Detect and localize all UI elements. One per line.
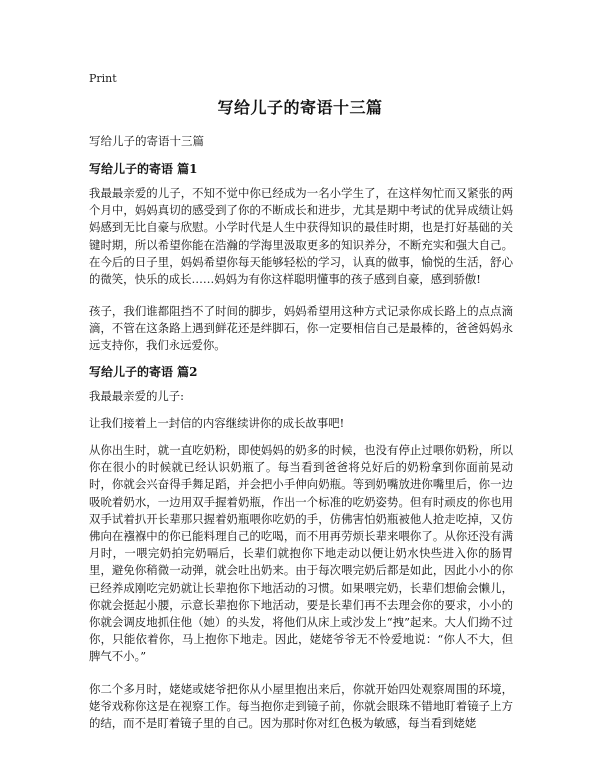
page-title: 写给儿子的寄语十三篇 (217, 98, 383, 117)
section-heading-2: 写给儿子的寄语 篇2 (89, 365, 198, 379)
section-2-paragraph-2: 你二个多月时，姥姥或姥爷把你从小屋里抱出来后，你就开始四处观察周围的环境，姥爷戏称你这是在视察工作。每当抱你走到镜子前，你就会眼珠不错地盯着镜子上方的结，而不是盯着镜子里的自己。因为那时你对红色极为敏感，每当看到姥姥 (89, 682, 513, 731)
section-1-paragraph-1: 我最最亲爱的儿子，不知不觉中你已经成为一名小学生了，在这样匆忙而又紧张的两个月中，妈妈真切的感受到了你的不断成长和进步，尤其是期中考试的优异成绩让妈妈感到无比自豪与欣慰。小学时代是人生中获得知识的最佳时期，也是打好基础的关键时期，所以希望你能在浩瀚的学海里汲取更多的知识养分，不断充实和强大自己。在今后的日子里，妈妈希望你每天能够轻松的学习，认真的做事，愉悦的生活，舒心的微笑，快乐的成长……妈妈为有你这样聪明懂事的孩子感到自豪，感到骄傲! (89, 186, 513, 287)
section-1-paragraph-2: 孩子，我们谁都阻挡不了时间的脚步，妈妈希望用这种方式记录你成长路上的点点滴滴，不管在这条路上遇到鲜花还是绊脚石，你一定要相信自己是最棒的，爸爸妈妈永远支持你，我们永远爱你。 (89, 304, 513, 353)
document-subtitle: 写给儿子的寄语十三篇 (89, 134, 204, 148)
print-label[interactable]: Print (89, 72, 117, 85)
section-2-intro: 让我们接着上一封信的内容继续讲你的成长故事吧! (89, 416, 345, 430)
section-2-paragraph-1: 从你出生时，就一直吃奶粉，即使妈妈的奶多的时候，也没有停止过喂你奶粉，所以你在很小的时候就已经认识奶瓶了。每当看到爸爸将兑好后的奶粉拿到你面前晃动时，你就会兴奋得手舞足蹈，并会把小手伸向奶瓶。等到奶嘴放进你嘴里后，你一边吸吮着奶水，一边用双手握着奶瓶，作出一个标准的吃奶姿势。但有时顽皮的你也用双手试着扒开长辈那只握着奶瓶喂你吃奶的手，仿佛害怕奶瓶被他人抢走吃掉，又仿佛向在襁褓中的你已能料理自己的吃喝，而不用再劳烦长辈来喂你了。从你还没有满月时，一喂完奶拍完奶嗝后，长辈们就抱你下地走动以便让奶水快些进入你的肠胃里，避免你稍微一动弹，就会吐出奶来。由于每次喂完奶后都是如此，因此小小的你已经养成刚吃完奶就让长辈抱你下地活动的习惯。如果喂完奶，长辈们想偷会懒儿，你就会挺起小腰，示意长辈抱你下地活动，要是长辈们再不去理会你的要求，小小的你就会调皮地抓住他（她）的头发，将他们从床上或沙发上“拽”起来。大人们拗不过你，只能依着你，马上抱你下地走。因此，姥姥爷爷无不怜爱地说：“你人不大，但脾气不小。” (89, 443, 513, 664)
section-heading-1: 写给儿子的寄语 篇1 (89, 162, 198, 176)
section-2-greeting: 我最最亲爱的儿子: (89, 389, 184, 403)
